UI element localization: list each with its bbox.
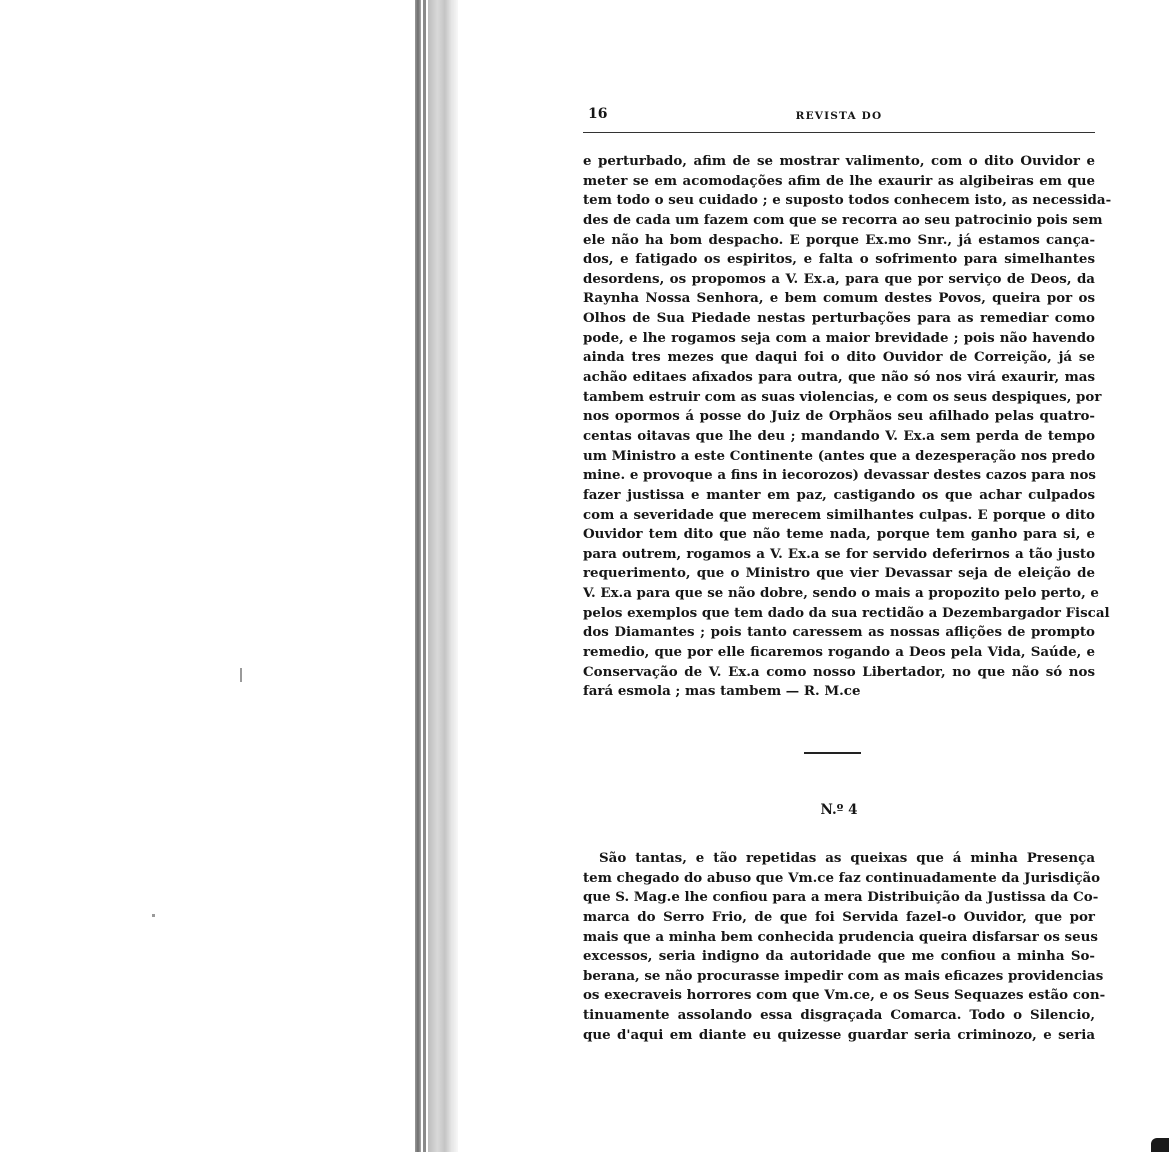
text-line: mine. e provoque a fins in iecorozos) devassar destes cazos para nos bbox=[583, 467, 1096, 484]
text-line: remedio, que por elle ficaremos rogando a Deos pela Vida, Saúde, e bbox=[583, 644, 1095, 661]
text-line: tinuamente assolando essa disgraçada Comarca. Todo o Silencio, bbox=[583, 1007, 1095, 1024]
text-line: um Ministro a este Continente (antes que a dezesperação nos predo bbox=[583, 447, 1095, 464]
binding-shadow bbox=[452, 0, 458, 1152]
scan-edge-mark bbox=[1151, 1138, 1169, 1152]
scan-speck bbox=[240, 668, 242, 682]
page-header bbox=[583, 106, 1095, 126]
paragraph-letter-end bbox=[583, 152, 1112, 702]
text-line: achão editaes afixados para outra, que não só nos virá exaurir, mas bbox=[583, 369, 1095, 386]
text-line: que S. Mag.e lhe confiou para a mera Distribuição da Justissa da Co- bbox=[583, 889, 1099, 906]
page-number: 16 bbox=[588, 106, 608, 122]
text-line: marca do Serro Frio, de que foi Servida fazel-o Ouvidor, que por bbox=[583, 908, 1095, 925]
text-line: com a severidade que merecem similhantes culpas. E porque o dito bbox=[583, 506, 1095, 523]
text-line: que d'aqui em diante eu quizesse guardar seria criminozo, e seria bbox=[583, 1026, 1095, 1043]
text-line: pode, e lhe rogamos seja com a maior brevidade ; pois não havendo bbox=[583, 329, 1095, 346]
text-line: Conservação de V. Ex.a como nosso Libertador, no que não só nos bbox=[583, 663, 1095, 680]
text-line: excessos, seria indigno da autoridade que me confiou a minha So- bbox=[583, 948, 1095, 965]
text-line: berana, se não procurasse impedir com as mais eficazes providencias bbox=[583, 967, 1104, 984]
text-line: Raynha Nossa Senhora, e bem comum destes Povos, queira por os bbox=[583, 290, 1095, 307]
text-line: São tantas, e tão repetidas as queixas que á minha Presença bbox=[599, 850, 1095, 866]
text-line: desordens, os propomos a V. Ex.a, para que por serviço de Deos, da bbox=[583, 270, 1095, 287]
text-line: ainda tres mezes que daqui foi o dito Ouvidor de Correição, já se bbox=[583, 349, 1095, 366]
text-line: Ouvidor tem dito que não teme nada, porque tem ganho para si, e bbox=[583, 526, 1095, 543]
text-line: dos Diamantes ; pois tanto caressem as nossas aflições de prompto bbox=[583, 624, 1095, 641]
running-head: REVISTA DO bbox=[795, 110, 883, 122]
text-line: tem chegado do abuso que Vm.ce faz continuadamente da Jurisdição bbox=[583, 869, 1101, 886]
binding-shadow bbox=[423, 0, 426, 1152]
header-rule bbox=[583, 132, 1095, 133]
section-number: N.º 4 bbox=[820, 802, 858, 818]
text-line: nos opormos á posse do Juiz de Orphãos seu afilhado pelas quatro- bbox=[583, 408, 1095, 425]
binding-shadow bbox=[415, 0, 421, 1152]
text-line: tambem estruir com as suas violencias, e com os seus despiques, por bbox=[583, 388, 1102, 405]
text-line: des de cada um fazem com que se recorra ao seu patrocinio pois sem bbox=[583, 211, 1103, 228]
text-line: dos, e fatigado os espiritos, e falta o sofrimento para simelhantes bbox=[583, 251, 1095, 268]
section-separator bbox=[804, 752, 861, 754]
text-line: fará esmola ; mas tambem — R. M.ce bbox=[583, 683, 861, 700]
text-line: tem todo o seu cuidado ; e suposto todos conhecem isto, as necessida- bbox=[583, 192, 1112, 209]
text-line: Olhos de Sua Piedade nestas perturbações para as remediar como bbox=[583, 310, 1095, 327]
text-line: meter se em acomodações afim de lhe exaurir as algibeiras em que bbox=[583, 172, 1095, 189]
text-line: os execraveis horrores com que Vm.ce, e os Seus Sequazes estão con- bbox=[583, 987, 1106, 1004]
text-line: centas oitavas que lhe deu ; mandando V. Ex.a sem perda de tempo bbox=[583, 427, 1095, 444]
text-line: V. Ex.a para que se não dobre, sendo o mais a propozito pelo perto, e bbox=[583, 585, 1099, 602]
binding-shadow bbox=[428, 0, 452, 1152]
text-line: requerimento, que o Ministro que vier Devassar seja de eleição de bbox=[583, 565, 1095, 582]
paragraph-document-4 bbox=[583, 849, 1106, 1045]
text-line: para outrem, rogamos a V. Ex.a se for servido deferirnos a tão justo bbox=[583, 545, 1095, 562]
text-line: e perturbado, afim de se mostrar valimento, com o dito Ouvidor e bbox=[583, 153, 1095, 169]
text-line: ele não ha bom despacho. E porque Ex.mo Snr., já estamos cança- bbox=[583, 231, 1095, 248]
text-line: mais que a minha bem conhecida prudencia queira disfarsar os seus bbox=[583, 928, 1098, 945]
text-line: fazer justissa e manter em paz, castigando os que achar culpados bbox=[583, 486, 1095, 503]
text-line: pelos exemplos que tem dado da sua rectidão a Dezembargador Fiscal bbox=[583, 604, 1110, 621]
scan-speck bbox=[152, 914, 155, 917]
